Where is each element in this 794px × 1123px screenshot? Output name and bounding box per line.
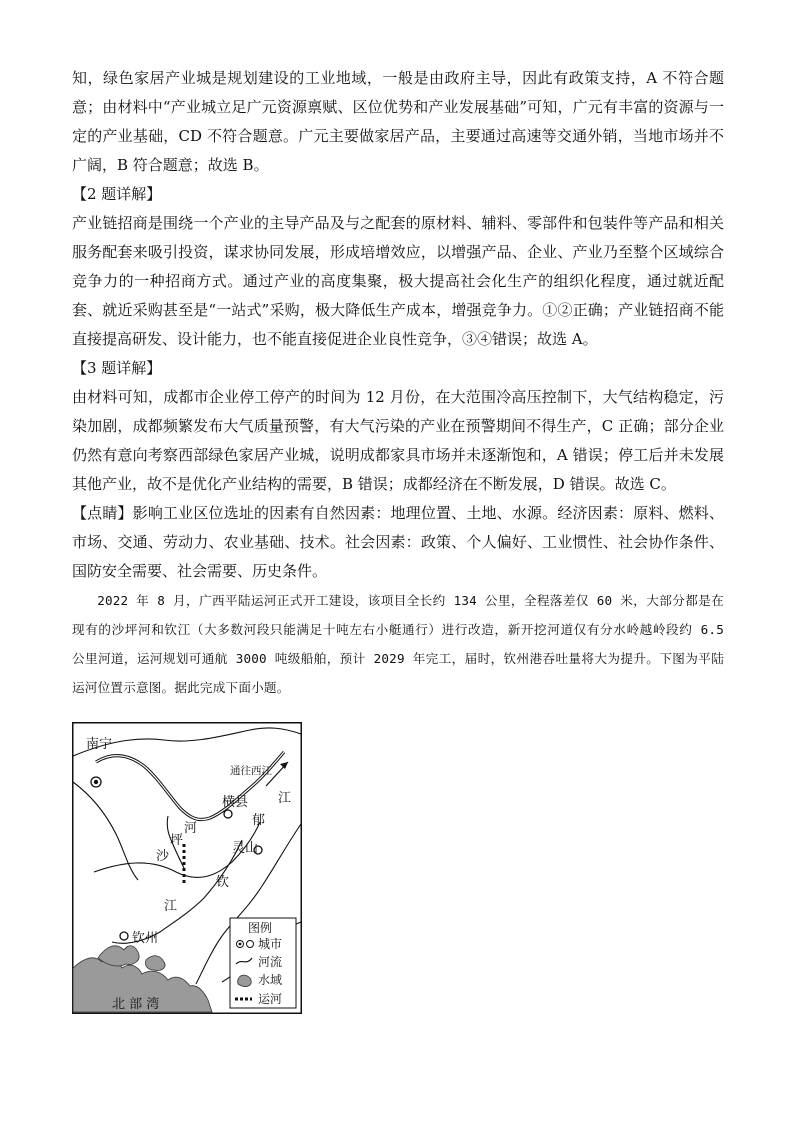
q3-explanation: 由材料可知，成都市企业停工停产的时间为 12 月份，在大范围冷高压控制下，大气结构稳定，污染加剧，成都频繁发布大气质量预警，有大气污染的产业在预警期间不得生产，C 正确；部分企业仍然有意向考察西部绿色家居产业城，说明成都家具市场并未逐渐饱和，A 错误；停工后并未发展其他产业，故不是优化产业结构的需要，B 错误；成都经济在不断发展，D 错误。故选 C。 [72,388,724,493]
legend-title: 图例 [248,921,273,935]
map-legend [230,918,296,1008]
q2-heading: 【2 题详解】 [72,185,162,203]
label-nanning: 南宁 [86,737,113,752]
label-hengxian: 横县 [222,795,249,810]
label-jiang-right: 江 [278,791,292,806]
label-he: 河 [184,821,198,836]
q2-explanation: 产业链招商是围绕一个产业的主导产品及与之配套的原材料、辅料、零部件和包装件等产品和相关服务配套来吸引投资，谋求协同发展，形成培增效应，以增强产品、企业、产业乃至整个区域综合竞争力的一种招商方式。通过产业的高度集聚，极大提高社会化生产的组织化程度，通过就近配套、就近采购甚至是“一站式”采购，极大降低生产成本，增强竞争力。①②正确；产业链招商不能直接提高研发、设计能力，也不能直接促进企业良性竞争，③④错误；故选 A。 [72,214,724,348]
document-page [72,64,724,702]
label-sha: 沙 [156,849,170,864]
label-jiang-left: 江 [164,899,178,914]
label-yu: 郁 [252,813,266,828]
material-passage: 2022 年 8 月，广西平陆运河正式开工建设，该项目全长约 134 公里，全程落差仅 60 米，大部分都是在现有的沙坪河和钦江（大多数河段只能满足十吨左右小艇通行）进行改造，新开挖河道仅有分水岭越岭段约 6.5 公里河道，运河规划可通航 3000 吨级船舶，预计 2029 年完工，届时，钦州港吞吐量将大为提升。下图为平陆运河位置示意图。据此完成下面小题。 [72,593,724,695]
label-to-xijiang: 通往西江 [230,765,272,777]
legend-canal: 运河 [258,992,283,1006]
label-lingshan: 灵山 [232,841,259,856]
label-beibuwan: 北 部 湾 [112,997,160,1012]
qinzhou-city-marker [120,932,128,940]
legend-river: 河流 [258,955,283,969]
label-qinzhou: 钦州 [132,931,159,946]
hengxian-city-marker [224,810,232,818]
legend-water-icon [238,975,252,986]
q3-heading: 【3 题详解】 [72,359,162,377]
tip-heading: 【点睛】 [72,504,133,522]
nanning-city-marker [91,777,101,787]
legend-water: 水域 [258,973,283,987]
tip-paragraph [72,499,724,586]
answer-paragraph-q1: 知，绿色家居产业城是规划建设的工业地域，一般是由政府主导，因此有政策支持，A 不符合题意；由材料中“产业城立足广元资源禀赋、区位优势和产业发展基础”可知，广元有丰富的资源与一定的产业基础，CD 不符合题意。广元主要做家居产品，主要通过高速等交通外销，当地市场并不广阔，B 符合题意；故选 B。 [72,69,724,174]
tip-text: 影响工业区位选址的因素有自然因素：地理位置、土地、水源。经济因素：原料、燃料、市场、交通、劳动力、农业基础、技术。社会因素：政策、个人偏好、工业惯性、社会协作条件、国防安全需要、社会需要、历史条件。 [72,504,724,580]
legend-city: 城市 [258,937,283,951]
canal-location-map [72,722,302,1014]
label-ping: 坪 [170,833,184,848]
label-qin: 钦 [216,875,230,890]
